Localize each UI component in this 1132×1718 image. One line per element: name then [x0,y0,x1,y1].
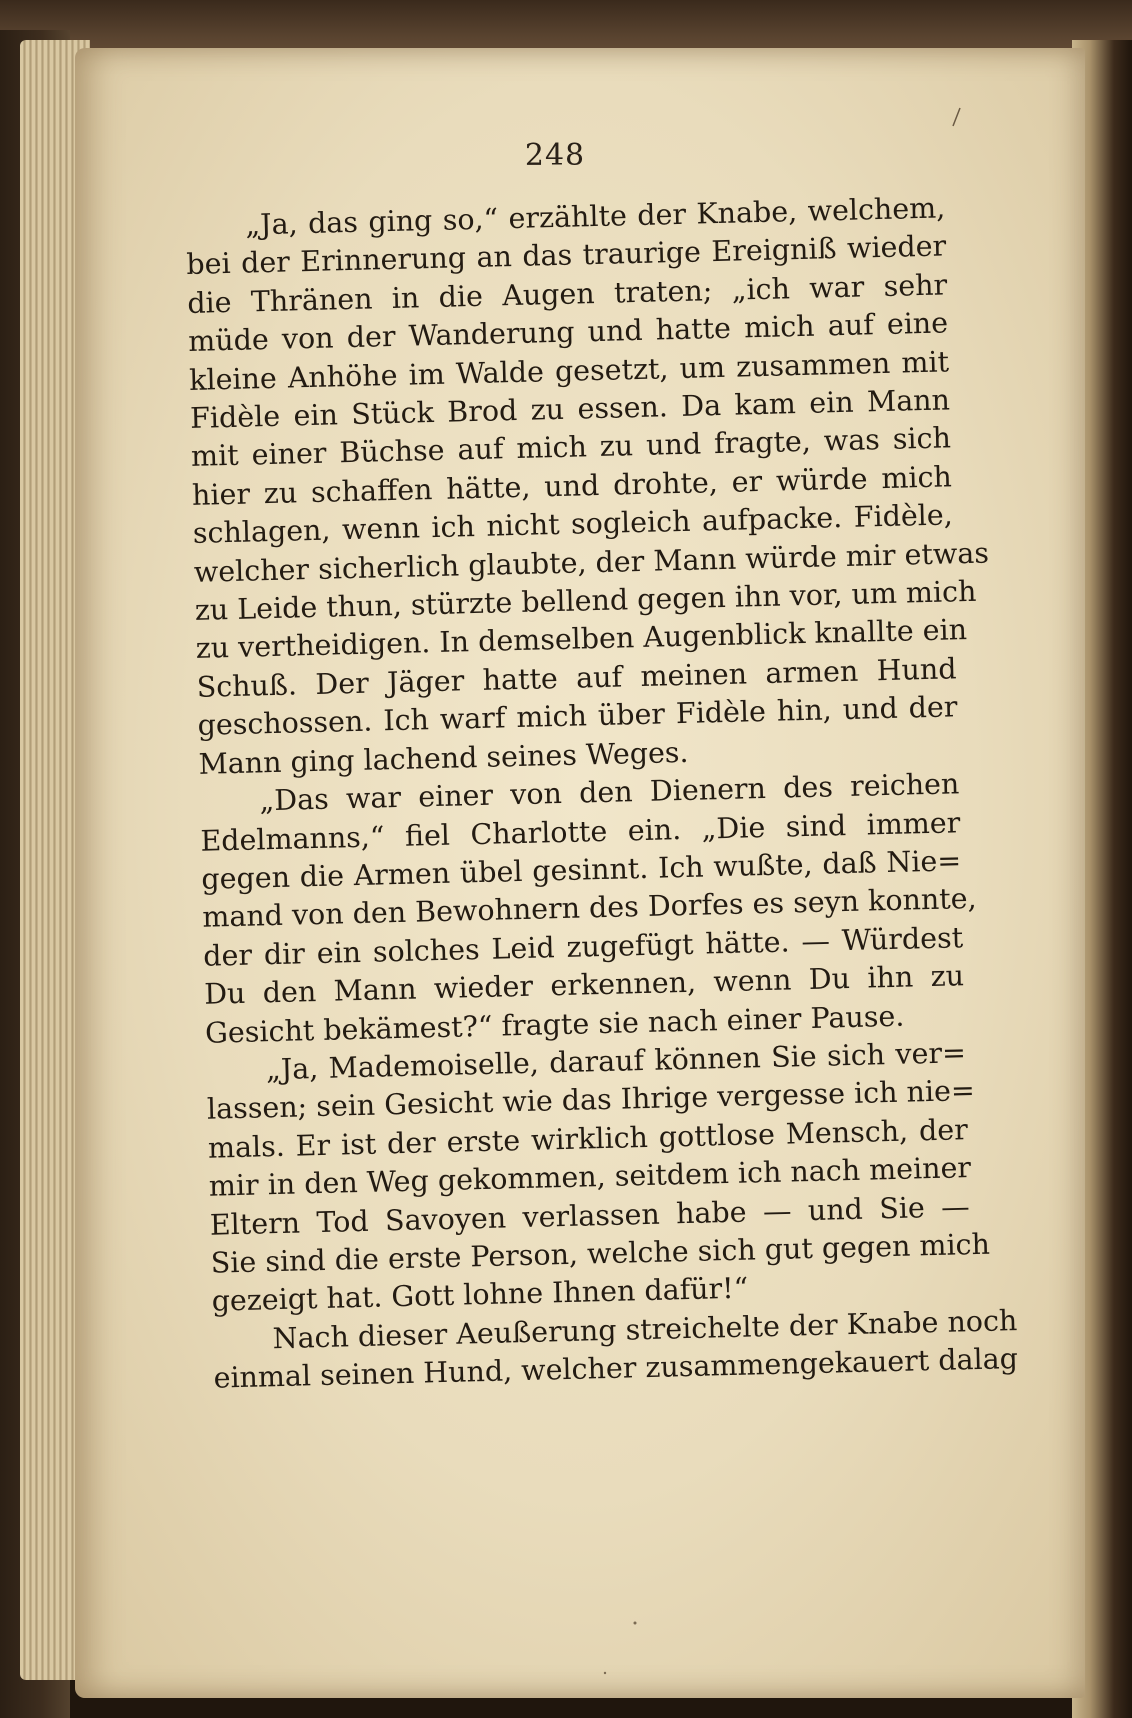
text-line: zu Leide thun, stürzte bellend gegen ihn vor, um mich [194,574,977,627]
text-line: lassen; sein Gesicht wie das Ihrige vergesse ich nie= [206,1074,976,1127]
text-line: Mann ging lachend seines Weges. [198,735,689,781]
text-line: mir in den Weg gekommen, seitdem ich nach meiner [208,1151,972,1203]
body-text [185,189,1019,1398]
page-number: 248 [524,138,586,173]
text-line: Gesicht bekämest?“ fragte sie nach einer Pause. [204,999,905,1050]
text-line: gezeigt hat. Gott lohne Ihnen dafür!“ [211,1271,749,1319]
text-line: Schuß. Der Jäger hatte auf meinen armen Hund [196,652,957,704]
text-line: Fidèle ein Stück Brod zu essen. Da kam ein Mann [189,383,951,435]
text-line: „Das war einer von den Dienern des reichen [259,767,960,818]
text-line: mals. Er ist der erste wirklich gottlose Mensch, der [207,1112,969,1165]
text-line: bei der Erinnerung an das traurige Ereigniß wieder [185,229,947,282]
text-line: Sie sind die erste Person, welche sich gut gegen mich [210,1227,991,1280]
text-line: kleine Anhöhe im Walde gesetzt, um zusammen mit [188,345,950,397]
text-line: Nach dieser Aeußerung streichelte der Knabe noch [272,1303,1018,1355]
text-line: gegen die Armen übel gesinnt. Ich wußte, daß Nie= [201,844,962,896]
text-line: welcher sicherlich glaubte, der Mann würde mir etwas [193,536,990,589]
text-line: müde von der Wanderung und hatte mich auf eine [187,306,949,359]
text-line: der dir ein solches Leid zugefügt hätte. — Würdest [202,920,964,973]
text-line: einmal seinen Hund, welcher zusammengekauert dalag [213,1342,1019,1395]
text-line: Edelmanns,“ fiel Charlotte ein. „Die sind immer [200,805,961,858]
text-line: mit einer Büchse auf mich zu und fragte, was sich [190,421,952,474]
book-page [75,48,1085,1698]
text-line: „Ja, Mademoiselle, darauf können Sie sich ver= [265,1036,967,1087]
text-line: schlagen, wenn ich nicht sogleich aufpacke. Fidèle, [192,498,954,551]
text-line: hier zu schaffen hätte, und drohte, er würde mich [191,460,953,512]
text-line: „Ja, das ging so,“ erzählte der Knabe, welchem, [245,191,946,242]
text-line: geschossen. Ich warf mich über Fidèle hin, und der [197,690,958,743]
text-line: Eltern Tod Savoyen verlassen habe — und Sie — [209,1189,971,1242]
text-line: die Thränen in die Augen traten; „ich war sehr [186,268,948,320]
text-line: Du den Mann wieder erkennen, wenn Du ihn zu [203,959,965,1011]
text-line: mand von den Bewohnern des Dorfes es seyn konnte, [201,882,977,935]
text-line: zu vertheidigen. In demselben Augenblick knallte ein [195,613,968,666]
